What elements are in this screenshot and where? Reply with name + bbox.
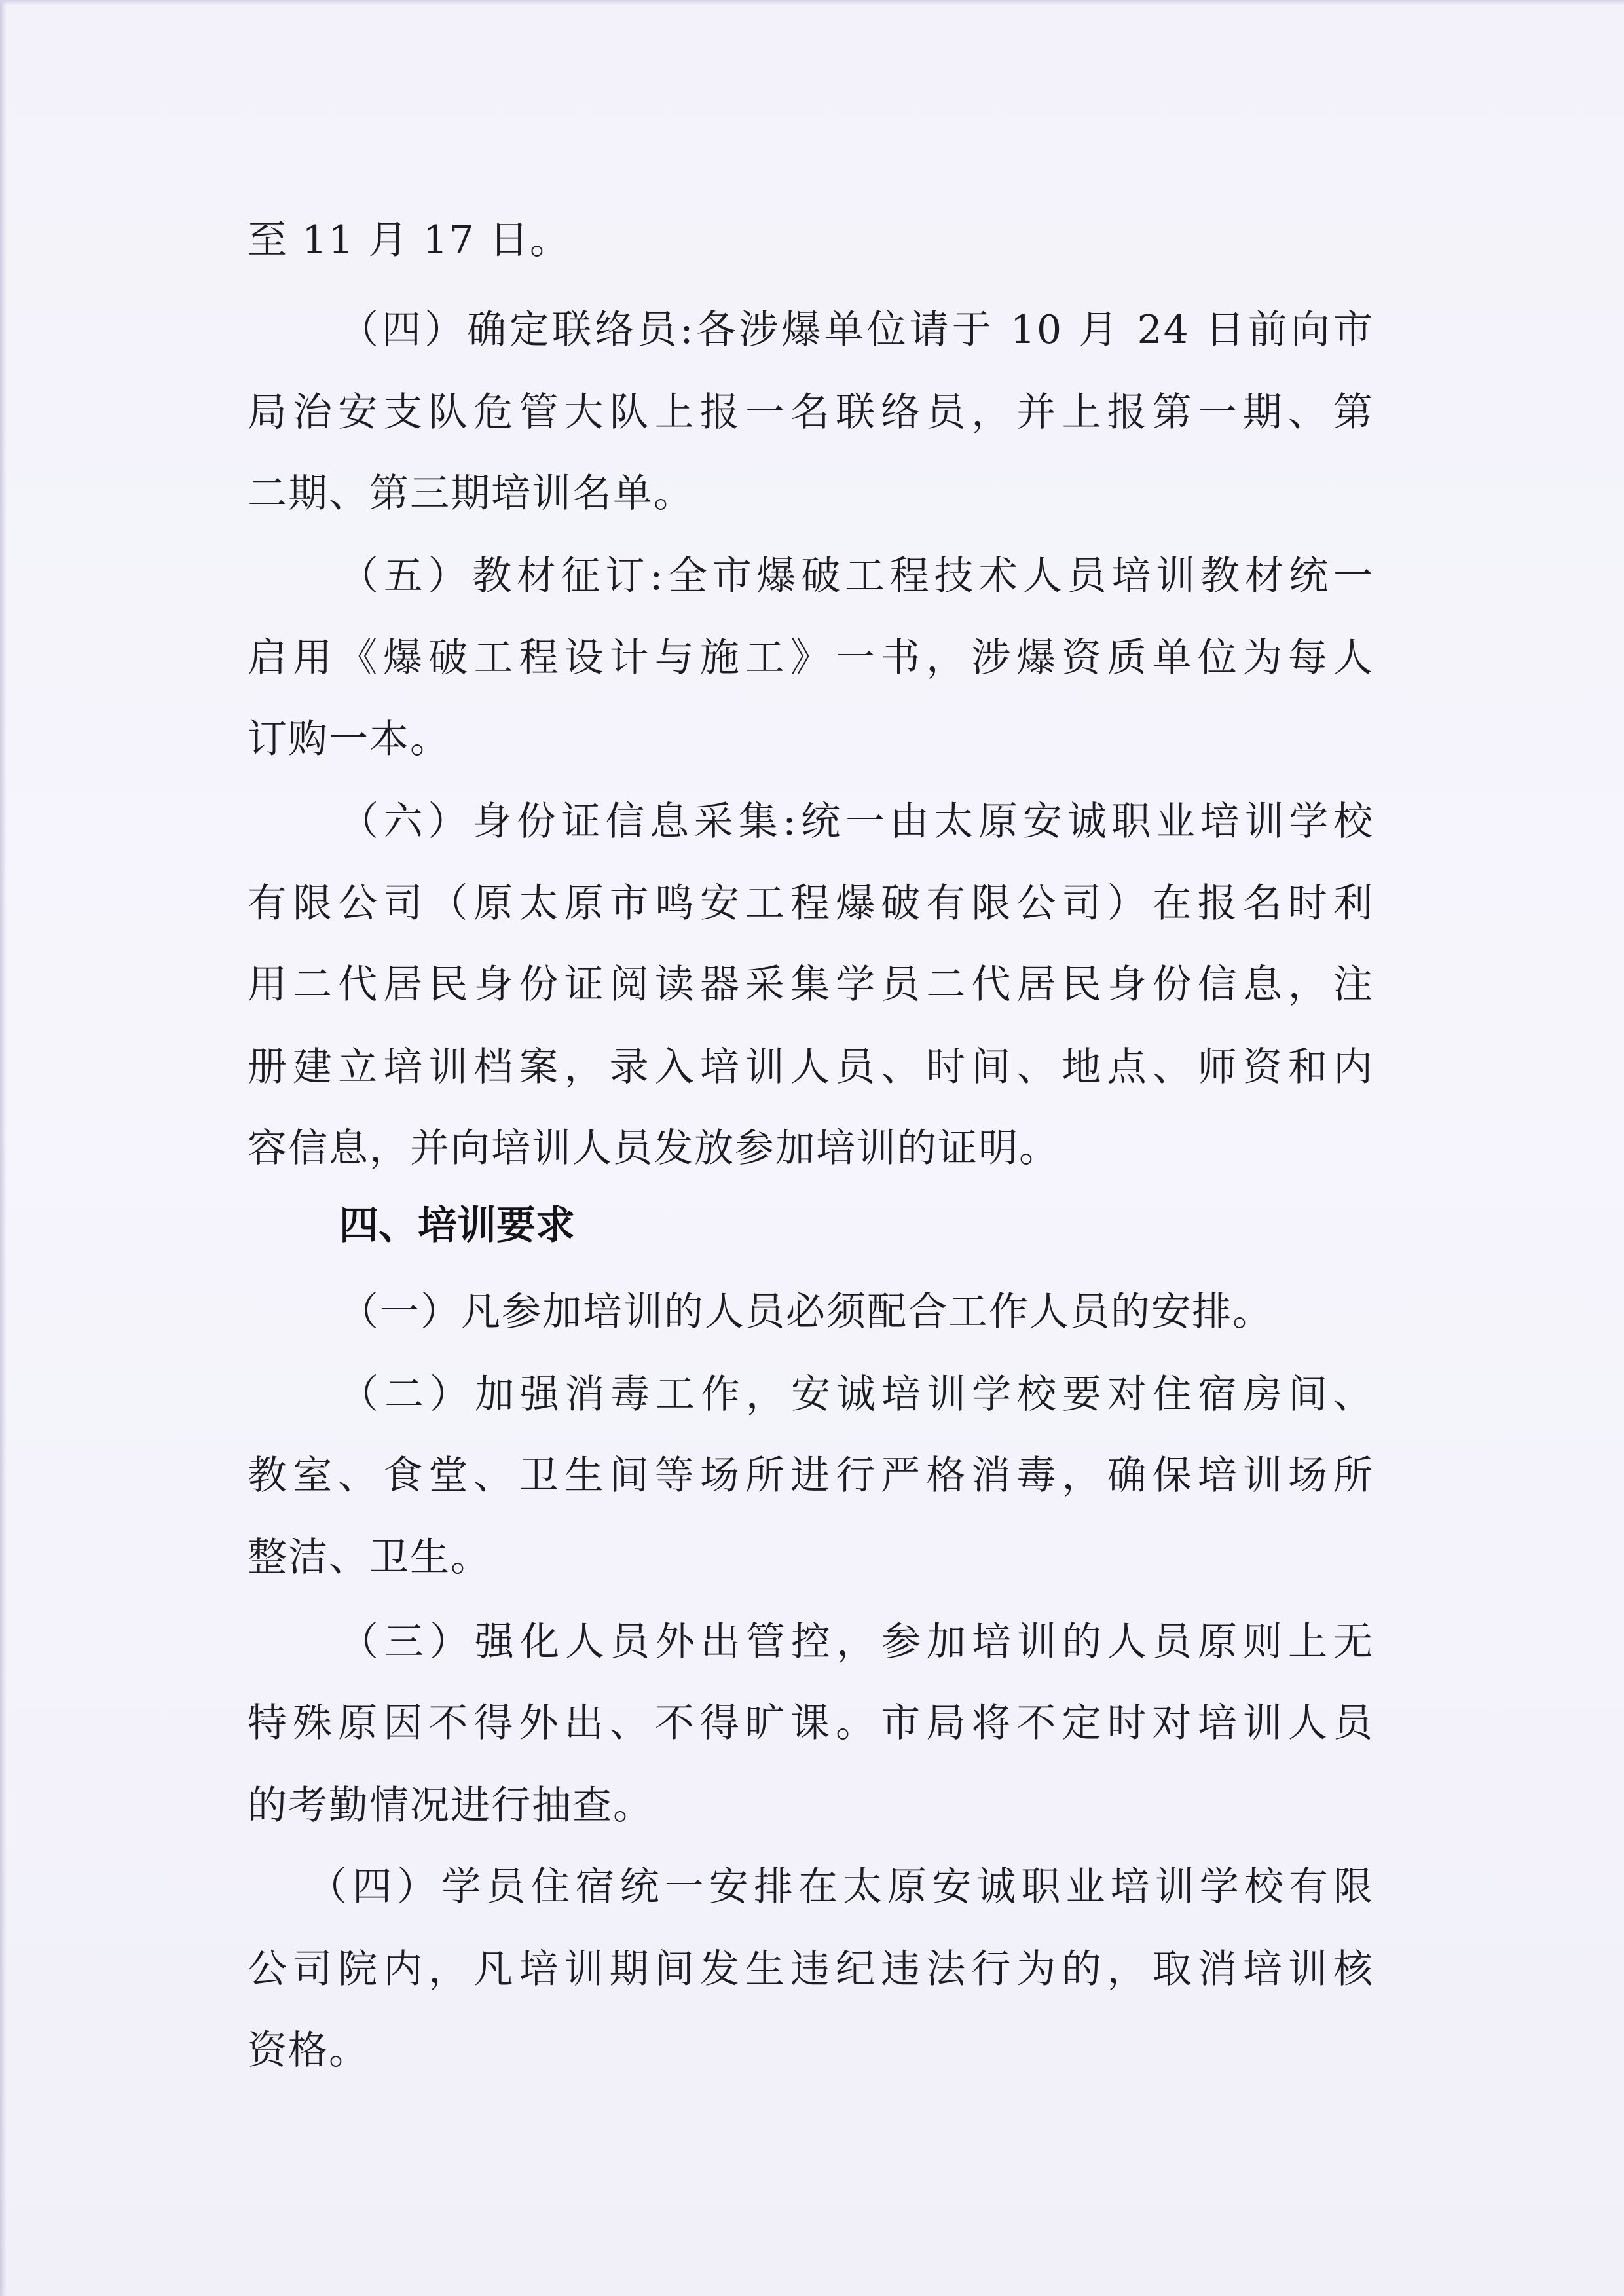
paragraph-line: （六）身份证信息采集:统一由太原安诚职业培训学校 — [339, 799, 1374, 845]
paragraph-line: （一）凡参加培训的人员必须配合工作人员的安排。 — [339, 1289, 1273, 1335]
paragraph-line: 的考勤情况进行抽查。 — [248, 1783, 654, 1829]
paragraph-line: （五）教材征订:全市爆破工程技术人员培训教材统一 — [339, 553, 1374, 599]
paragraph-line: 启用《爆破工程设计与施工》一书，涉爆资质单位为每人 — [248, 635, 1374, 681]
paragraph-line: 局治安支队危管大队上报一名联络员，并上报第一期、第 — [248, 390, 1374, 435]
paragraph-line: 公司院内，凡培训期间发生违纪违法行为的，取消培训核 — [248, 1946, 1374, 1992]
paragraph-line: 订购一本。 — [248, 716, 451, 762]
paragraph-line: 二期、第三期培训名单。 — [248, 471, 694, 517]
paragraph-line: 用二代居民身份证阅读器采集学员二代居民身份信息，注 — [248, 962, 1374, 1008]
paragraph-line: 特殊原因不得外出、不得旷课。市局将不定时对培训人员 — [248, 1700, 1374, 1746]
paragraph-line: 至 11 月 17 日。 — [248, 217, 570, 263]
paragraph-line: （四）学员住宿统一安排在太原安诚职业培训学校有限 — [308, 1864, 1374, 1910]
section-heading: 四、培训要求 — [339, 1203, 575, 1248]
paragraph-line: （二）加强消毒工作，安诚培训学校要对住宿房间、 — [339, 1372, 1374, 1417]
paragraph-line: 册建立培训档案，录入培训人员、时间、地点、师资和内 — [248, 1044, 1374, 1090]
paragraph-line: 容信息，并向培训人员发放参加培训的证明。 — [248, 1125, 1060, 1171]
paragraph-line: （三）强化人员外出管控，参加培训的人员原则上无 — [339, 1619, 1374, 1665]
paragraph-line: 整洁、卫生。 — [248, 1535, 491, 1580]
scan-edge — [0, 0, 7, 2296]
paragraph-line: 资格。 — [248, 2028, 369, 2073]
scan-edge — [0, 0, 1624, 5]
paragraph-line: 有限公司（原太原市鸣安工程爆破有限公司）在报名时利 — [248, 881, 1374, 926]
paragraph-line: 教室、食堂、卫生间等场所进行严格消毒，确保培训场所 — [248, 1453, 1374, 1499]
paragraph-line: （四）确定联络员:各涉爆单位请于 10 月 24 日前向市 — [339, 307, 1374, 353]
